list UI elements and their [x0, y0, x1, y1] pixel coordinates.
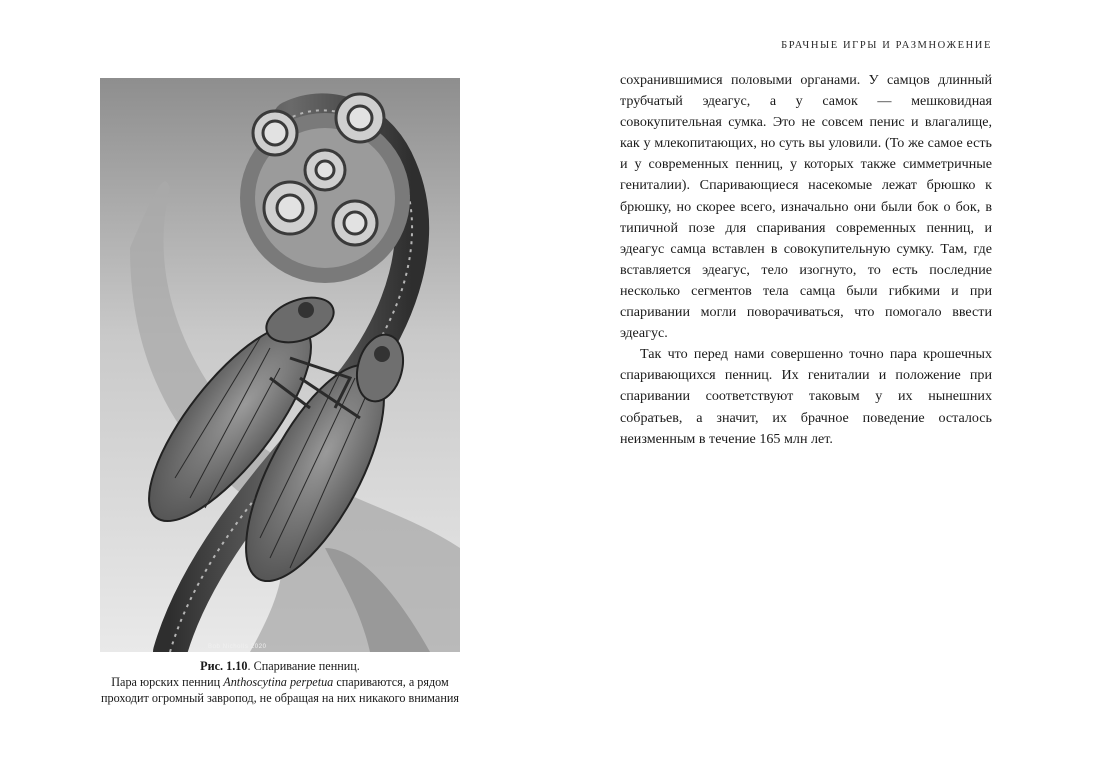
artist-signature: Bob Nicholls 2020 — [208, 644, 267, 650]
caption-text-after: спариваются, а рядом проходит огромный завропод, не обращая на них никакого внимания — [101, 675, 459, 705]
caption-number: Рис. 1.10 — [200, 659, 248, 673]
caption-title-line — [88, 658, 472, 674]
caption-text-before: Пара юрских пенниц — [111, 675, 224, 689]
caption-species-name: Anthoscytina perpetua — [223, 675, 334, 689]
froghopper-illustration — [100, 78, 460, 652]
figure-illustration — [100, 78, 460, 652]
body-text — [620, 70, 992, 450]
running-head: БРАЧНЫЕ ИГРЫ И РАЗМНОЖЕНИЕ — [781, 40, 992, 51]
paragraph-1: сохранившимися половыми органами. У самцов длинный трубчатый эдеагус, а у самок — мешковидная совокупительная сумка. Это не совсем пенис и влагалище, как у млекопитающих, но суть вы уловили. (То же самое есть и у современных пенниц, у которых также симметричные гениталии). Спаривающиеся насекомые лежат брюшко к брюшку, но скорее всего, изначально они были бок о бок, в типичной позе для спаривания современных пенниц, и эдеагус самца вставлен в совокупительную сумку. Там, где вставляется эдеагус, тело изогнуто, то есть последние несколько сегментов тела самца были гибкими и при спаривании могли поворачиваться, что помогало ввести эдеагус. — [620, 72, 992, 342]
caption-description — [88, 674, 472, 706]
figure-caption — [88, 658, 472, 706]
caption-title: . Спаривание пенниц. — [247, 659, 360, 673]
paragraph-2: Так что перед нами совершенно точно пара крошечных спаривающихся пенниц. Их гениталии и положение при спаривании соответствуют таковым у их нынешних собратьев, а значит, их брачное поведение осталось неизменным в течение 165 млн лет. — [620, 346, 992, 447]
